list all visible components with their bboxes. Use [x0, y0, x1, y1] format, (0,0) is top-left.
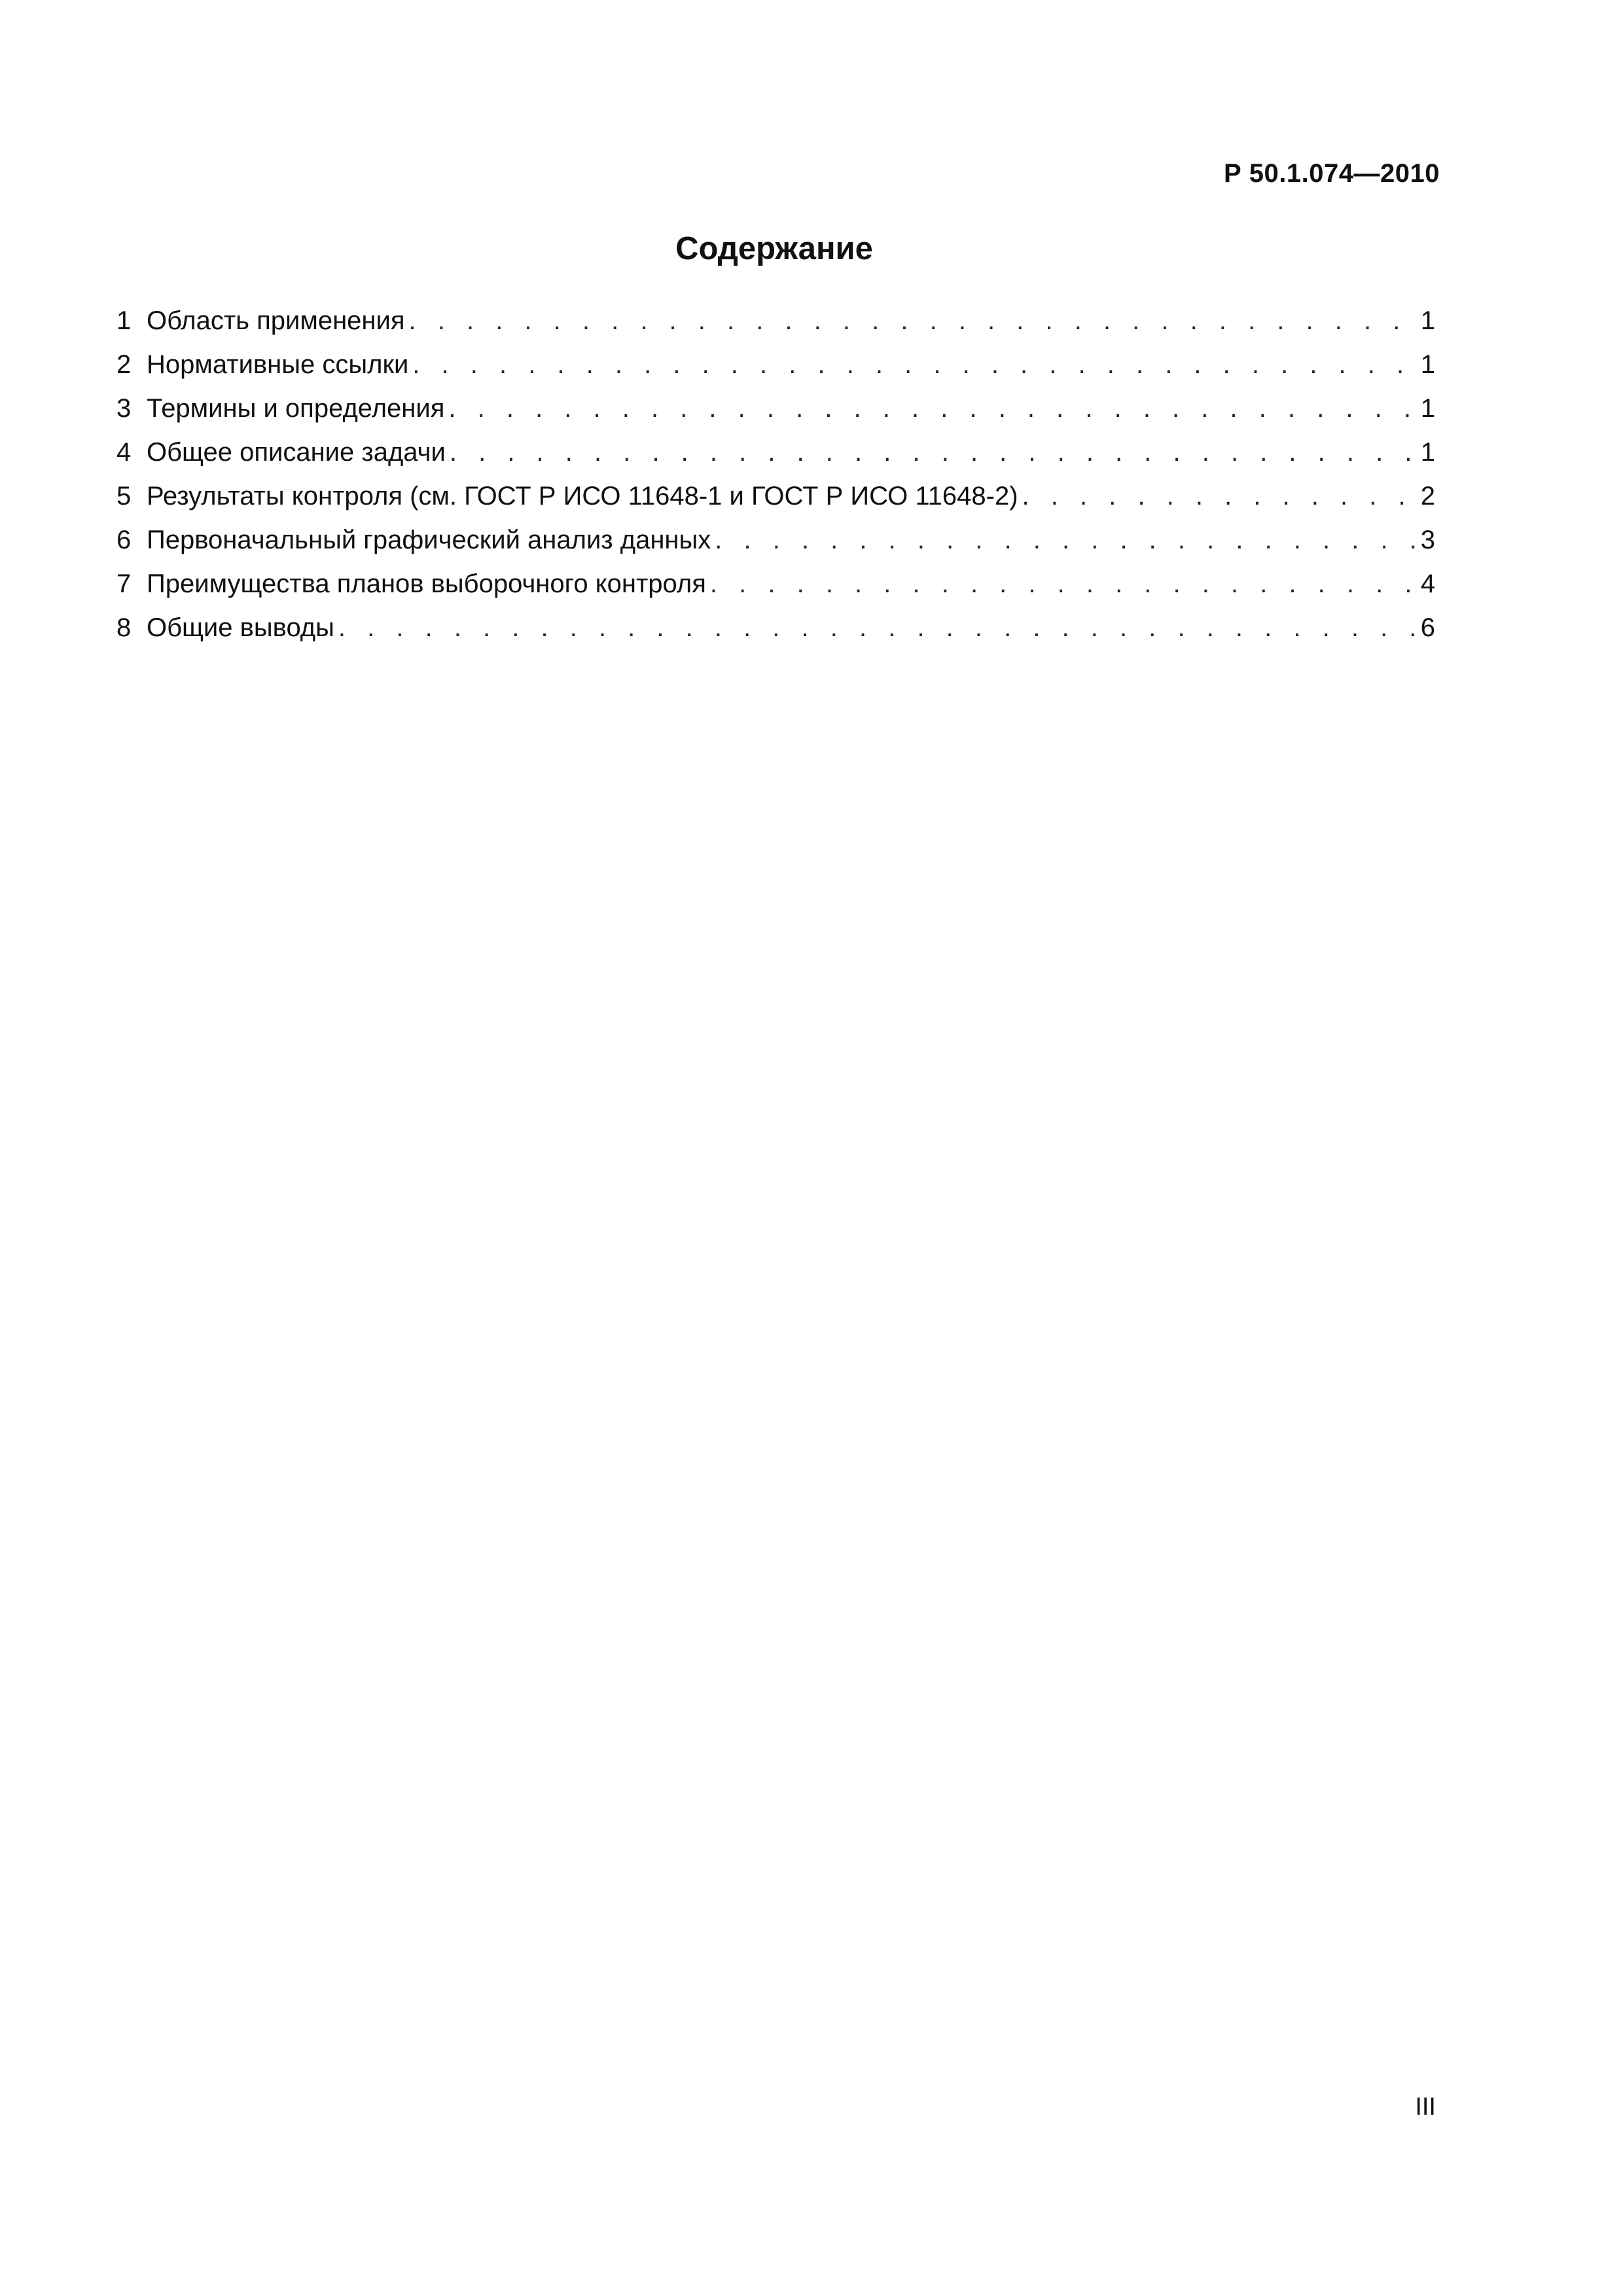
toc-dot-leader: [450, 431, 1416, 475]
toc-dot-leader: [715, 518, 1416, 562]
toc-entry-number: 1: [116, 306, 132, 335]
toc-entry-title: Термины и определения: [147, 394, 445, 423]
toc-entry-page: 2: [1420, 482, 1435, 511]
toc-entry-page: 1: [1420, 438, 1435, 467]
toc-title: Содержание: [675, 231, 873, 266]
toc-entry[interactable]: [116, 431, 1435, 475]
toc-entry[interactable]: [116, 475, 1435, 518]
toc-entry-page: 6: [1420, 613, 1435, 642]
page-number: III: [1415, 2093, 1436, 2121]
toc-entry-title: Общее описание задачи: [147, 438, 446, 467]
toc-entry-number: 4: [116, 438, 132, 467]
document-code: Р 50.1.074—2010: [1224, 159, 1440, 188]
toc-entry-title: Первоначальный графический анализ данных: [147, 526, 711, 554]
toc-entry-number: 7: [116, 569, 132, 598]
toc-dot-leader: [412, 343, 1416, 387]
toc-entry[interactable]: [116, 518, 1435, 562]
toc-dot-leader: [338, 606, 1416, 650]
toc-entry-page: 1: [1420, 350, 1435, 379]
toc-entry[interactable]: [116, 606, 1435, 650]
toc-entry-number: 8: [116, 613, 132, 642]
toc-entry-title: Результаты контроля (см. ГОСТ Р ИСО 11648-1 и ГОСТ Р ИСО 11648-2): [147, 482, 1018, 511]
toc-entry-number: 5: [116, 482, 132, 511]
toc-entry-title: Общие выводы: [147, 613, 334, 642]
toc-entry-page: 1: [1420, 306, 1435, 335]
toc-entry[interactable]: [116, 562, 1435, 606]
toc-entry-title: Преимущества планов выборочного контроля: [147, 569, 706, 598]
toc-entry[interactable]: [116, 299, 1435, 343]
toc-entry-page: 4: [1420, 569, 1435, 598]
toc-entry-page: 1: [1420, 394, 1435, 423]
toc-entry-number: 6: [116, 526, 132, 554]
toc-entry-number: 2: [116, 350, 132, 379]
toc-entry-number: 3: [116, 394, 132, 423]
toc-entry-title: Область применения: [147, 306, 405, 335]
toc-dot-leader: [1022, 475, 1416, 518]
toc-entry-page: 3: [1420, 526, 1435, 554]
toc-dot-leader: [448, 387, 1416, 431]
toc-entry-title: Нормативные ссылки: [147, 350, 409, 379]
toc-dot-leader: [710, 562, 1416, 606]
table-of-contents: [116, 299, 1435, 650]
toc-entry[interactable]: [116, 387, 1435, 431]
toc-dot-leader: [409, 299, 1416, 343]
toc-entry[interactable]: [116, 343, 1435, 387]
